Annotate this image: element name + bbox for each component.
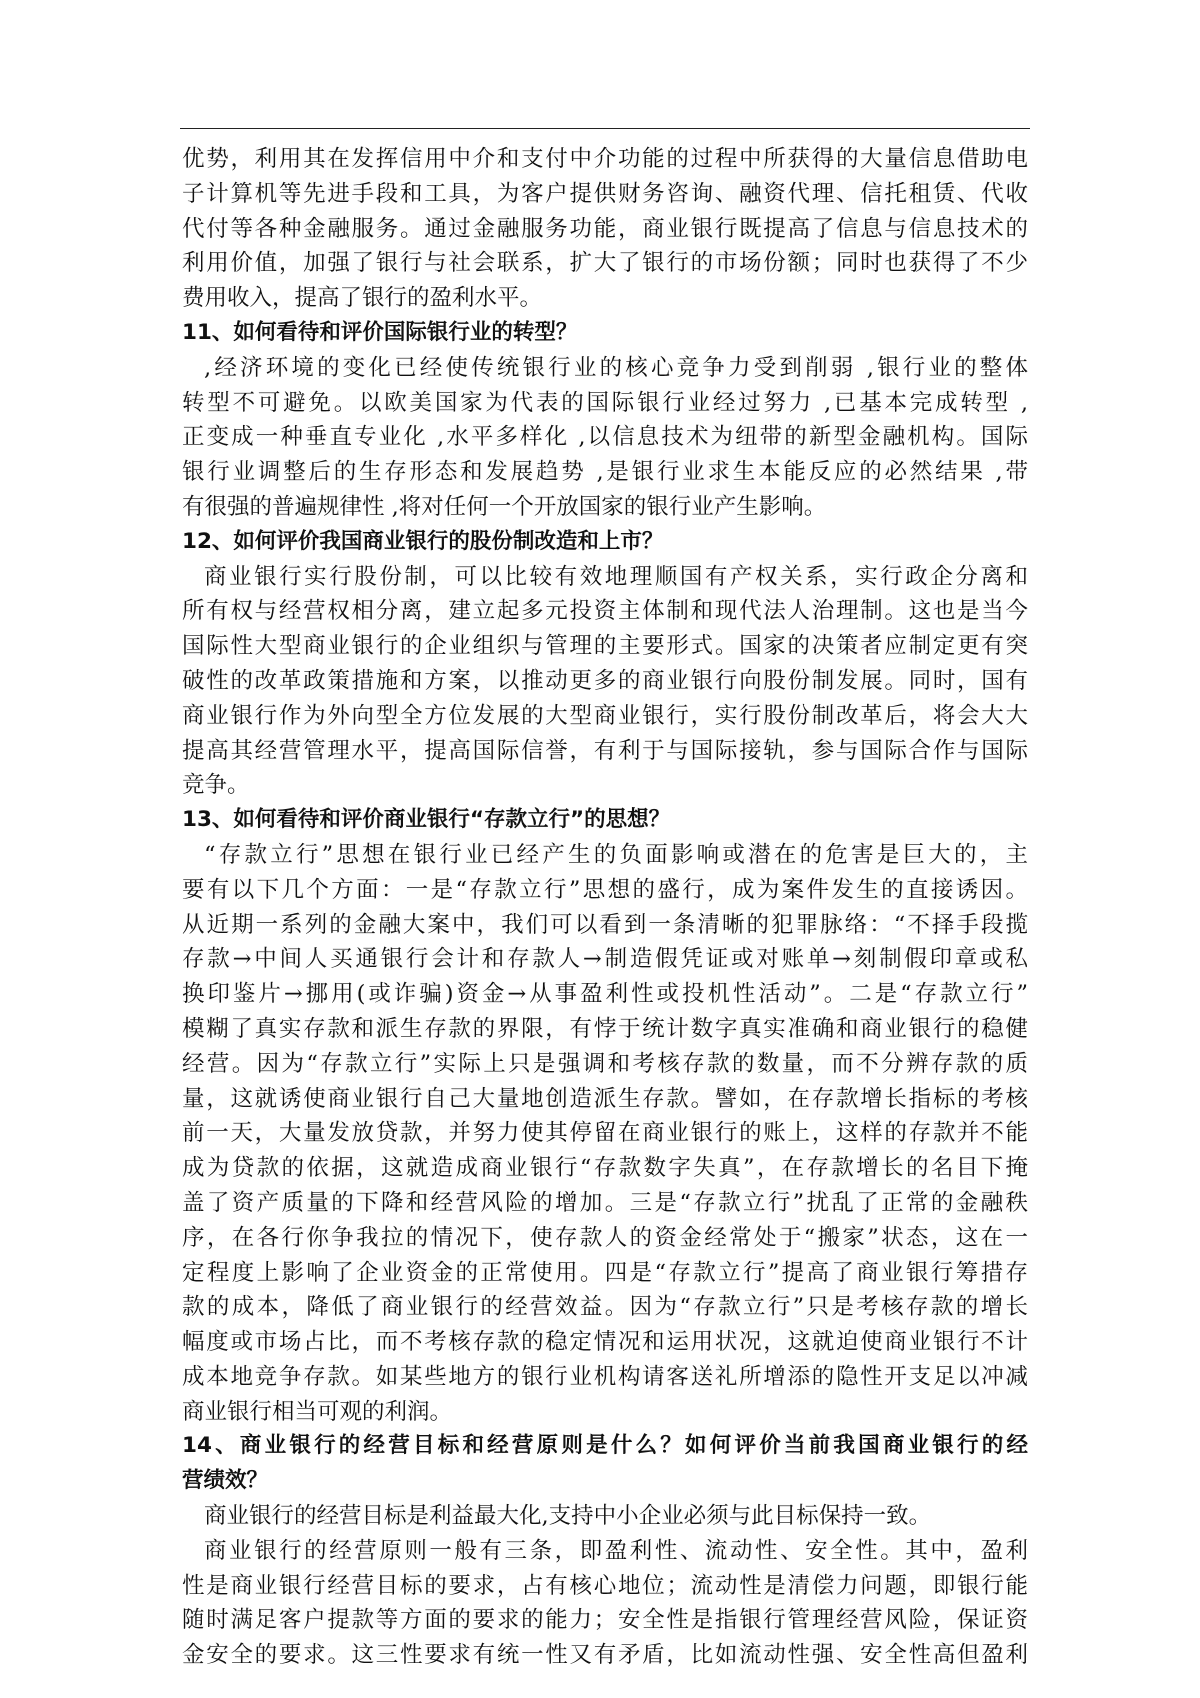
text-line: 银行业调整后的生存形态和发展趋势 ,是银行业求生本能反应的必然结果 ,带 xyxy=(182,459,1028,486)
section-heading xyxy=(182,316,1028,351)
heading-line: 11、如何看待和评价国际银行业的转型？ xyxy=(182,319,578,345)
text-line: 商业银行的经营原则一般有三条，即盈利性、流动性、安全性。其中，盈利 xyxy=(204,1537,1028,1564)
text-line: 幅度或市场占比，而不考核存款的稳定情况和运用状况，这就迫使商业银行不计 xyxy=(182,1329,1028,1356)
heading-line: 14、商业银行的经营目标和经营原则是什么？如何评价当前我国商业银行的经 xyxy=(182,1433,1028,1459)
text-line: 商业银行的经营目标是利益最大化,支持中小企业必须与此目标保持一致。 xyxy=(204,1503,932,1530)
text-line: 商业银行实行股份制，可以比较有效地理顺国有产权关系，实行政企分离和 xyxy=(204,563,1028,590)
paragraph xyxy=(182,838,1028,1430)
text-line: 存款→中间人买通银行会计和存款人→制造假凭证或对账单→刻制假印章或私 xyxy=(182,946,1028,973)
text-line: 优势，利用其在发挥信用中介和支付中介功能的过程中所获得的大量信息借助电 xyxy=(182,146,1028,172)
text-line: 费用收入，提高了银行的盈利水平。 xyxy=(182,285,543,312)
paragraph xyxy=(182,142,1028,316)
text-line: 国际性大型商业银行的企业组织与管理的主要形式。国家的决策者应制定更有突 xyxy=(182,633,1028,660)
text-line: 有很强的普遍规律性 ,将对任何一个开放国家的银行业产生影响。 xyxy=(182,493,827,520)
text-line: 正变成一种垂直专业化 ,水平多样化 ,以信息技术为纽带的新型金融机构。国际 xyxy=(182,424,1028,451)
text-line: 序，在各行你争我拉的情况下，使存款人的资金经常处于“搬家”状态，这在一 xyxy=(182,1224,1028,1251)
paragraph xyxy=(182,351,1028,525)
text-line: 代付等各种金融服务。通过金融服务功能，商业银行既提高了信息与信息技术的 xyxy=(182,215,1028,242)
paragraph xyxy=(182,1534,1028,1673)
paragraph xyxy=(182,1499,1028,1534)
text-line: 款的成本，降低了商业银行的经营效益。因为“存款立行”只是考核存款的增长 xyxy=(182,1294,1028,1321)
text-line: ,经济环境的变化已经使传统银行业的核心竞争力受到削弱 ,银行业的整体 xyxy=(204,354,1028,381)
text-line: 经营。因为“存款立行”实际上只是强调和考核存款的数量，而不分辨存款的质 xyxy=(182,1050,1028,1077)
text-line: 成为贷款的依据，这就造成商业银行“存款数字失真”，在存款增长的名目下掩 xyxy=(182,1155,1028,1182)
text-line: 竞争。 xyxy=(182,772,250,799)
heading-line: 13、如何看待和评价商业银行“存款立行”的思想？ xyxy=(182,807,671,833)
text-line: 性是商业银行经营目标的要求，占有核心地位；流动性是清偿力问题，即银行能 xyxy=(182,1572,1028,1599)
text-line: 商业银行相当可观的利润。 xyxy=(182,1398,453,1425)
text-line: 提高其经营管理水平，提高国际信誉，有利于与国际接轨，参与国际合作与国际 xyxy=(182,737,1028,764)
section-heading xyxy=(182,1429,1028,1499)
text-line: 随时满足客户提款等方面的要求的能力；安全性是指银行管理经营风险，保证资 xyxy=(182,1607,1028,1634)
text-line: 换印鉴片→挪用(或诈骗)资金→从事盈利性或投机性活动”。二是“存款立行” xyxy=(182,981,1028,1008)
section-heading xyxy=(182,525,1028,560)
text-line: 定程度上影响了企业资金的正常使用。四是“存款立行”提高了商业银行筹措存 xyxy=(182,1259,1028,1286)
paragraph xyxy=(182,560,1028,804)
text-line: 破性的改革政策措施和方案，以推动更多的商业银行向股份制发展。同时，国有 xyxy=(182,667,1028,694)
text-line: 盖了资产质量的下降和经营风险的增加。三是“存款立行”扰乱了正常的金融秩 xyxy=(182,1189,1028,1216)
document-body xyxy=(182,142,1028,1673)
text-line: 子计算机等先进手段和工具，为客户提供财务咨询、融资代理、信托租赁、代收 xyxy=(182,180,1028,207)
text-line: 模糊了真实存款和派生存款的界限，有悖于统计数字真实准确和商业银行的稳健 xyxy=(182,1015,1028,1042)
text-line: “存款立行”思想在银行业已经产生的负面影响或潜在的危害是巨大的，主 xyxy=(204,841,1028,868)
text-line: 商业银行作为外向型全方位发展的大型商业银行，实行股份制改革后，将会大大 xyxy=(182,702,1028,729)
text-line: 从近期一系列的金融大案中，我们可以看到一条清晰的犯罪脉络：“不择手段揽 xyxy=(182,911,1028,938)
text-line: 金安全的要求。这三性要求有统一性又有矛盾，比如流动性强、安全性高但盈利 xyxy=(182,1642,1028,1669)
text-line: 前一天，大量发放贷款，并努力使其停留在商业银行的账上，这样的存款并不能 xyxy=(182,1120,1028,1147)
heading-line: 营绩效？ xyxy=(182,1468,269,1494)
heading-line: 12、如何评价我国商业银行的股份制改造和上市？ xyxy=(182,528,664,554)
section-heading xyxy=(182,803,1028,838)
text-line: 转型不可避免。以欧美国家为代表的国际银行业经过努力 ,已基本完成转型 , xyxy=(182,389,1028,416)
text-line: 量，这就诱使商业银行自己大量地创造派生存款。譬如，在存款增长指标的考核 xyxy=(182,1085,1028,1112)
text-line: 要有以下几个方面：一是“存款立行”思想的盛行，成为案件发生的直接诱因。 xyxy=(182,876,1028,903)
text-line: 利用价值，加强了银行与社会联系，扩大了银行的市场份额；同时也获得了不少 xyxy=(182,250,1028,277)
text-line: 成本地竞争存款。如某些地方的银行业机构请客送礼所增添的隐性开支足以冲减 xyxy=(182,1363,1028,1390)
text-line: 所有权与经营权相分离，建立起多元投资主体制和现代法人治理制。这也是当今 xyxy=(182,598,1028,625)
header-rule xyxy=(180,128,1030,129)
